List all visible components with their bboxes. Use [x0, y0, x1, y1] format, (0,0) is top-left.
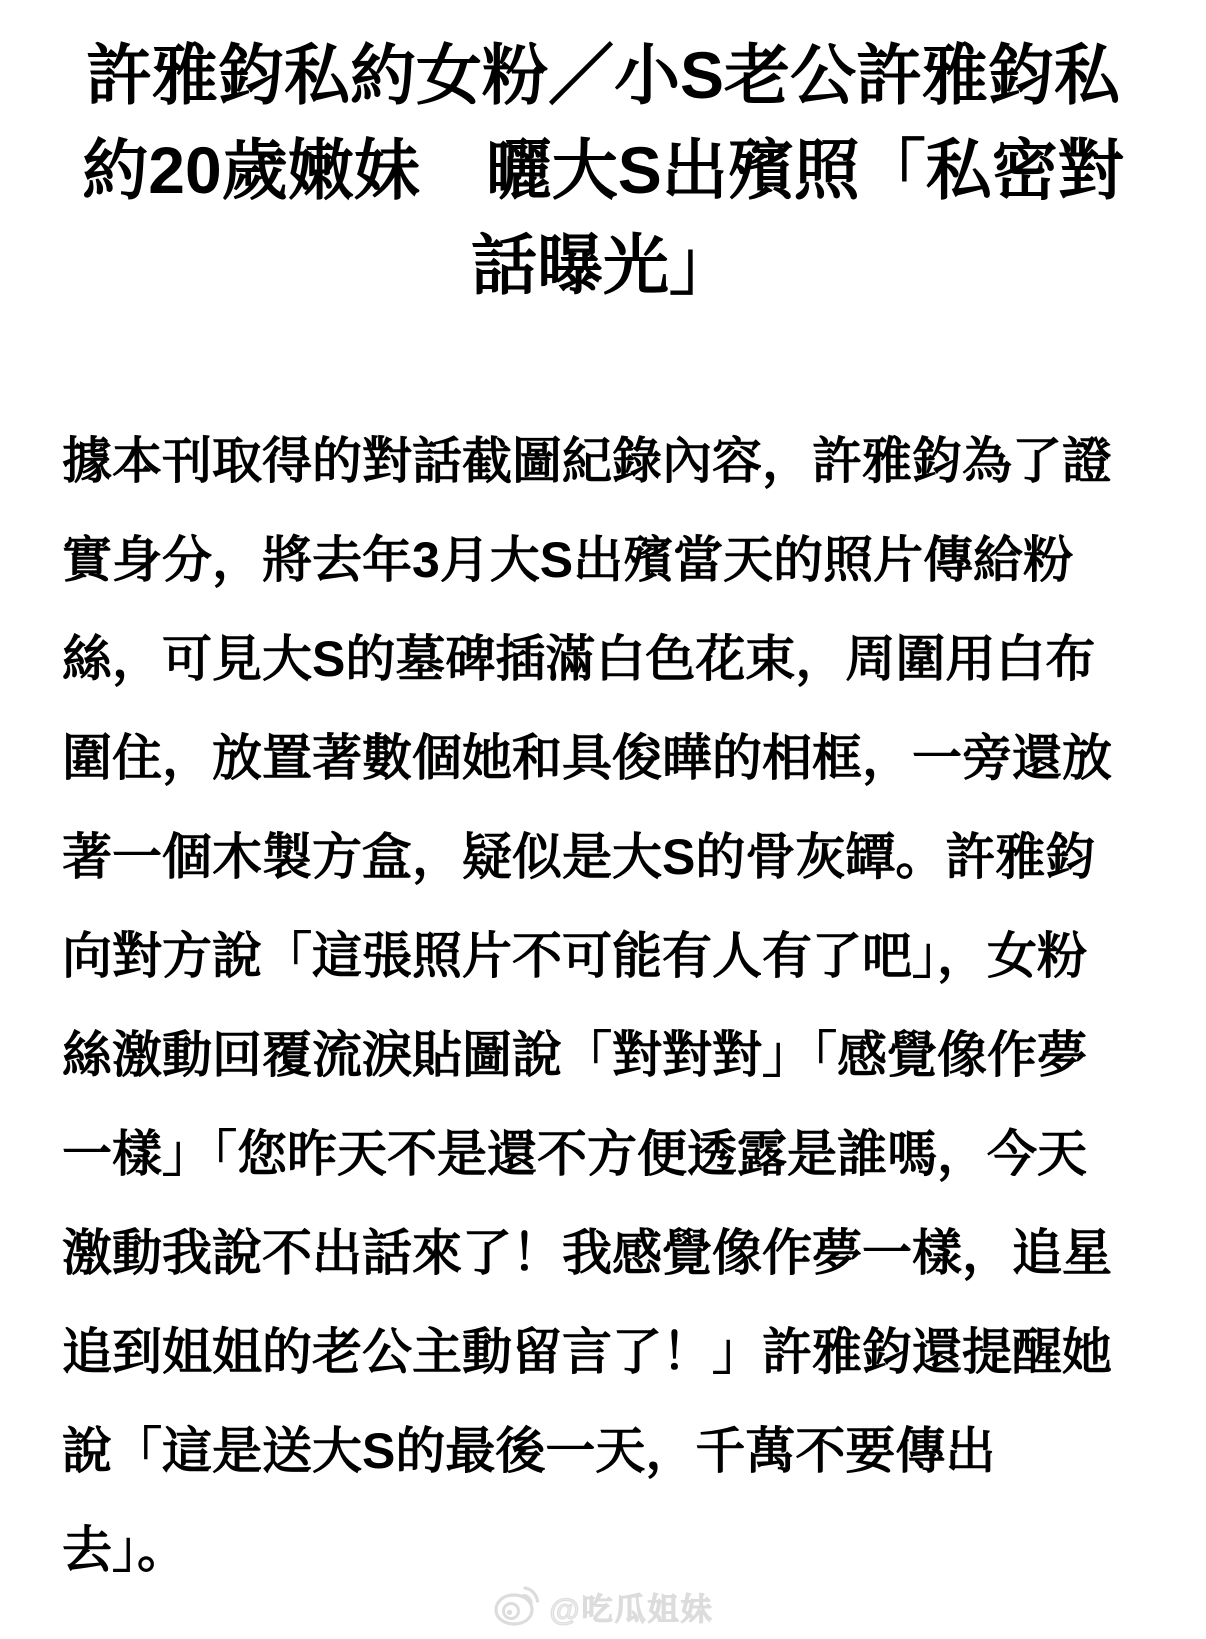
watermark	[0, 1583, 1206, 1629]
title-line-3: 話曝光」	[471, 228, 735, 302]
article-body	[62, 412, 1166, 1600]
body-line: 圍住，放置著數個她和具俊曄的相框，一旁還放	[62, 730, 1112, 786]
body-line: 去」。	[62, 1522, 187, 1578]
body-line: 絲激動回覆流淚貼圖說「對對對」「感覺像作夢	[62, 1027, 1087, 1083]
body-line: 說「這是送大S的最後一天，千萬不要傳出	[62, 1423, 996, 1479]
watermark-handle: @吃瓜姐妹	[549, 1591, 714, 1627]
article-title	[0, 28, 1206, 313]
body-line: 激動我說不出話來了！我感覺像作夢一樣，追星	[62, 1225, 1112, 1281]
body-line: 絲，可見大S的墓碑插滿白色花束，周圍用白布	[62, 631, 1096, 687]
body-line: 著一個木製方盒，疑似是大S的骨灰罈。許雅鈞	[62, 829, 1096, 885]
body-line: 實身分，將去年3月大S出殯當天的照片傳給粉	[62, 532, 1074, 588]
weibo-logo-icon	[492, 1584, 542, 1628]
body-line: 一樣」「您昨天不是還不方便透露是誰嗎，今天	[62, 1126, 1087, 1182]
body-line: 據本刊取得的對話截圖紀錄內容，許雅鈞為了證	[62, 433, 1112, 489]
body-line: 追到姐姐的老公主動留言了！」許雅鈞還提醒她	[62, 1324, 1112, 1380]
title-line-2: 約20歲嫩妹 曬大S出殯照「私密對	[82, 133, 1124, 207]
title-line-1: 許雅鈞私約女粉／小S老公許雅鈞私	[85, 38, 1121, 112]
body-line: 向對方說「這張照片不可能有人有了吧」，女粉	[62, 928, 1087, 984]
